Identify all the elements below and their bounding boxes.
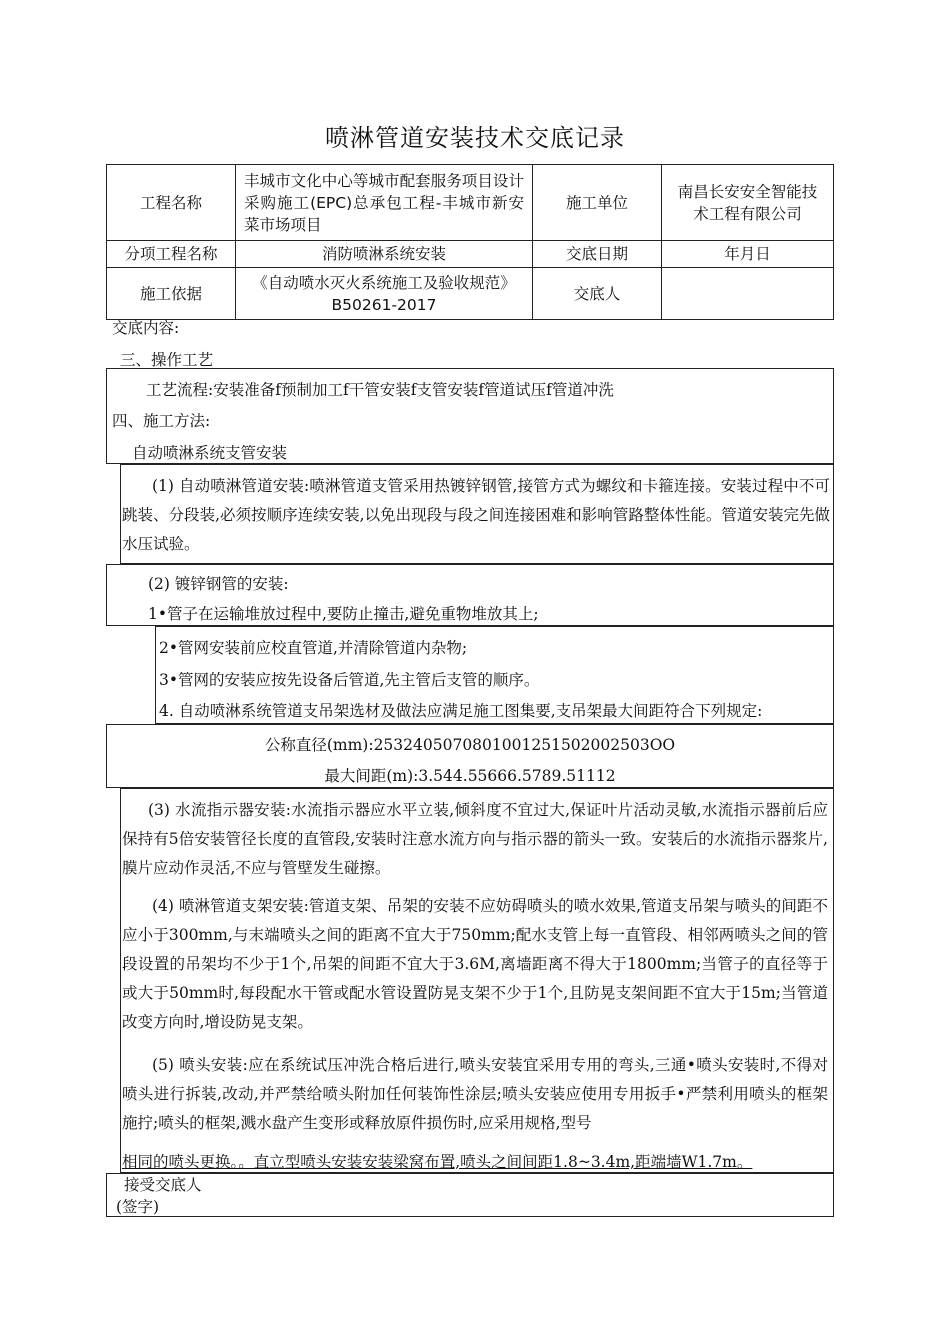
header-table <box>106 164 834 320</box>
project-name-value: 丰城市文化中心等城市配套服务项目设计采购施工(EPC)总承包工程-丰城市新安菜市场项目 <box>236 165 533 241</box>
section4-title: 四、施工方法: <box>112 412 211 430</box>
item1-text: (1) 自动喷淋管道安装:喷淋管道支管采用热镀锌钢管,接管方式为螺纹和卡箍连接。安装过程中不可跳装、分段装,必须按顺序连续安装,以免出现段与段之间连接困难和影响管路整体性能。管道安装完先做水压试验。 <box>122 477 830 553</box>
item2-2: 2•管网安装前应校直管道,并清除管道内杂物; <box>159 639 468 657</box>
project-name-label: 工程名称 <box>107 165 236 241</box>
date-label: 交底日期 <box>533 241 662 268</box>
item2-1: 1•管子在运输堆放过程中,要防止撞击,避免重物堆放其上; <box>148 605 539 623</box>
basis-label: 施工依据 <box>107 268 236 320</box>
presenter-label: 交底人 <box>533 268 662 320</box>
page-title: 喷淋管道安装技术交底记录 <box>325 124 625 152</box>
spacing-diameter: 公称直径(mm):2532405070801001251502002503OO <box>264 736 676 754</box>
item5-text: (5) 喷头安装:应在系统试压冲洗合格后进行,喷头安装宜采用专用的弯头,三通•喷头安装时,不得对喷头进行拆装,改动,并严禁给喷头附加任何装饰性涂层;喷头安装应使用专用扳手•严禁利用喷头的框架施拧;喷头的框架,溅水盘产生变形或释放原件损伤时,应采用规格,型号 <box>122 1056 828 1132</box>
construction-unit-value: 南昌长安安全智能技术工程有限公司 <box>662 165 834 241</box>
section3-title: 三、操作工艺 <box>120 351 214 369</box>
content-label: 交底内容: <box>112 319 180 337</box>
date-value: 年月日 <box>662 241 834 268</box>
sub-project-label: 分项工程名称 <box>107 241 236 268</box>
receiver-box <box>106 1173 834 1217</box>
presenter-value <box>662 268 834 320</box>
item2-title: (2) 镀锌钢管的安装: <box>148 575 289 593</box>
item2-4: 4. 自动喷淋系统管道支吊架选材及做法应满足施工图集要,支吊架最大间距符合下列规定: <box>159 702 763 720</box>
sub-project-value: 消防喷淋系统安装 <box>236 241 533 268</box>
construction-unit-label: 施工单位 <box>533 165 662 241</box>
process-flow: 工艺流程:安装准备f预制加工f干管安装f支管安装f管道试压f管道冲洗 <box>146 381 614 399</box>
signature-label: (签字) <box>116 1198 160 1216</box>
subsection-title: 自动喷淋系统支管安装 <box>132 444 288 462</box>
item5-tail: 相同的喷头更换。。直立型喷头安装安装梁窝布置,喷头之间间距1.8~3.4m,距端墙W1.7m。 <box>122 1153 753 1171</box>
basis-value: 《自动喷水灭火系统施工及验收规范》B50261-2017 <box>236 268 533 320</box>
item2-3: 3•管网的安装应按先设备后管道,先主管后支管的顺序。 <box>159 671 540 689</box>
spacing-max: 最大间距(m):3.544.55666.5789.51112 <box>324 767 616 785</box>
item3-text: (3) 水流指示器安装:水流指示器应水平立装,倾斜度不宜过大,保证叶片活动灵敏,水流指示器前后应保持有5倍安装管径长度的直管段,安装时注意水流方向与指示器的箭头一致。安装后的水流指示器浆片,膜片应动作灵活,不应与管壁发生碰擦。 <box>122 801 828 877</box>
receiver-label: 接受交底人 <box>124 1176 202 1194</box>
item4-text: (4) 喷淋管道支架安装:管道支架、吊架的安装不应妨碍喷头的喷水效果,管道支吊架与喷头的间距不应小于300mm,与末端喷头之间的距离不宜大于750mm;配水支管上每一直管段、相邻两喷头之间的管段设置的吊架均不少于1个,吊架的间距不宜大于3.6M,离墙距离不得大于1800mm;当管子的直径等于或大于50mm时,每段配水干管或配水管设置防晃支架不少于1个,且防晃支架间距不宜大于15m;当管道改变方向时,增设防晃支架。 <box>122 897 828 1031</box>
